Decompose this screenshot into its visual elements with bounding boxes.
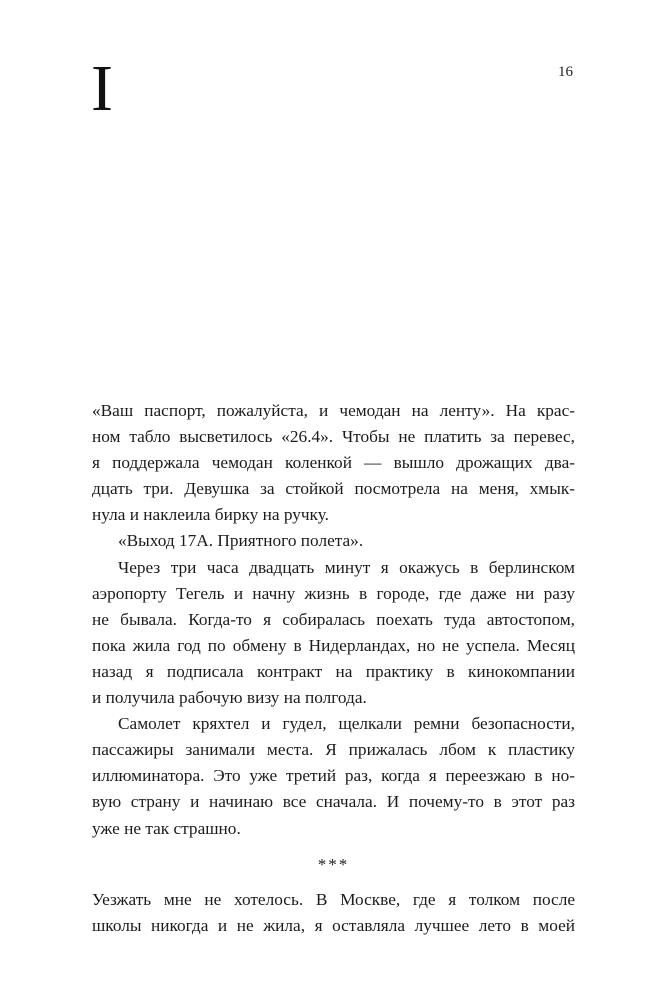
text-line: нула и наклеила бирку на ручку. bbox=[92, 505, 329, 525]
chapter-numeral: I bbox=[91, 52, 113, 125]
text-line: пассажиры занимали места. Я прижалась лбом к пластику bbox=[92, 740, 575, 760]
page-number: 16 bbox=[558, 64, 573, 80]
text-line: иллюминатора. Это уже третий раз, когда я переезжаю в но- bbox=[92, 766, 575, 786]
text-line: не бывала. Когда-то я собиралась поехать туда автостопом, bbox=[92, 609, 575, 629]
text-line: пока жила год по обмену в Нидерландах, но не успела. Месяц bbox=[92, 635, 575, 655]
text-line: аэропорту Тегель и начну жизнь в городе, где даже ни разу bbox=[92, 583, 575, 603]
text-line: ном табло высветилось «26.4». Чтобы не платить за перевес, bbox=[92, 427, 575, 447]
text-line: дцать три. Девушка за стойкой посмотрела на меня, хмык- bbox=[92, 479, 575, 499]
text-line: назад я подписала контракт на практику в кинокомпании bbox=[92, 661, 575, 681]
text-line: вую страну и начинаю все сначала. И почему-то в этот раз bbox=[92, 792, 575, 812]
text-line: «Выход 17А. Приятного полета». bbox=[118, 531, 364, 551]
body-text bbox=[92, 398, 575, 939]
text-line: Самолет кряхтел и гудел, щелкали ремни безопасности, bbox=[118, 714, 575, 734]
paragraph-4 bbox=[92, 711, 575, 841]
text-line: я поддержала чемодан коленкой — вышло дрожащих два- bbox=[92, 453, 575, 473]
paragraph-3 bbox=[92, 555, 575, 712]
paragraph-5 bbox=[92, 887, 575, 939]
text-line: школы никогда и не жила, я оставляла лучшее лето в моей bbox=[92, 915, 575, 935]
text-line: уже не так страшно. bbox=[92, 818, 241, 838]
section-divider: *** bbox=[317, 854, 350, 874]
text-line: Уезжать мне не хотелось. В Москве, где я толком после bbox=[92, 889, 575, 909]
text-line: Через три часа двадцать минут я окажусь в берлинском bbox=[118, 557, 575, 577]
text-line: «Ваш паспорт, пожалуйста, и чемодан на ленту». На крас- bbox=[92, 401, 575, 420]
paragraph-2 bbox=[92, 528, 575, 554]
text-line: и получила рабочую визу на полгода. bbox=[92, 688, 367, 708]
paragraph-1 bbox=[92, 398, 575, 528]
